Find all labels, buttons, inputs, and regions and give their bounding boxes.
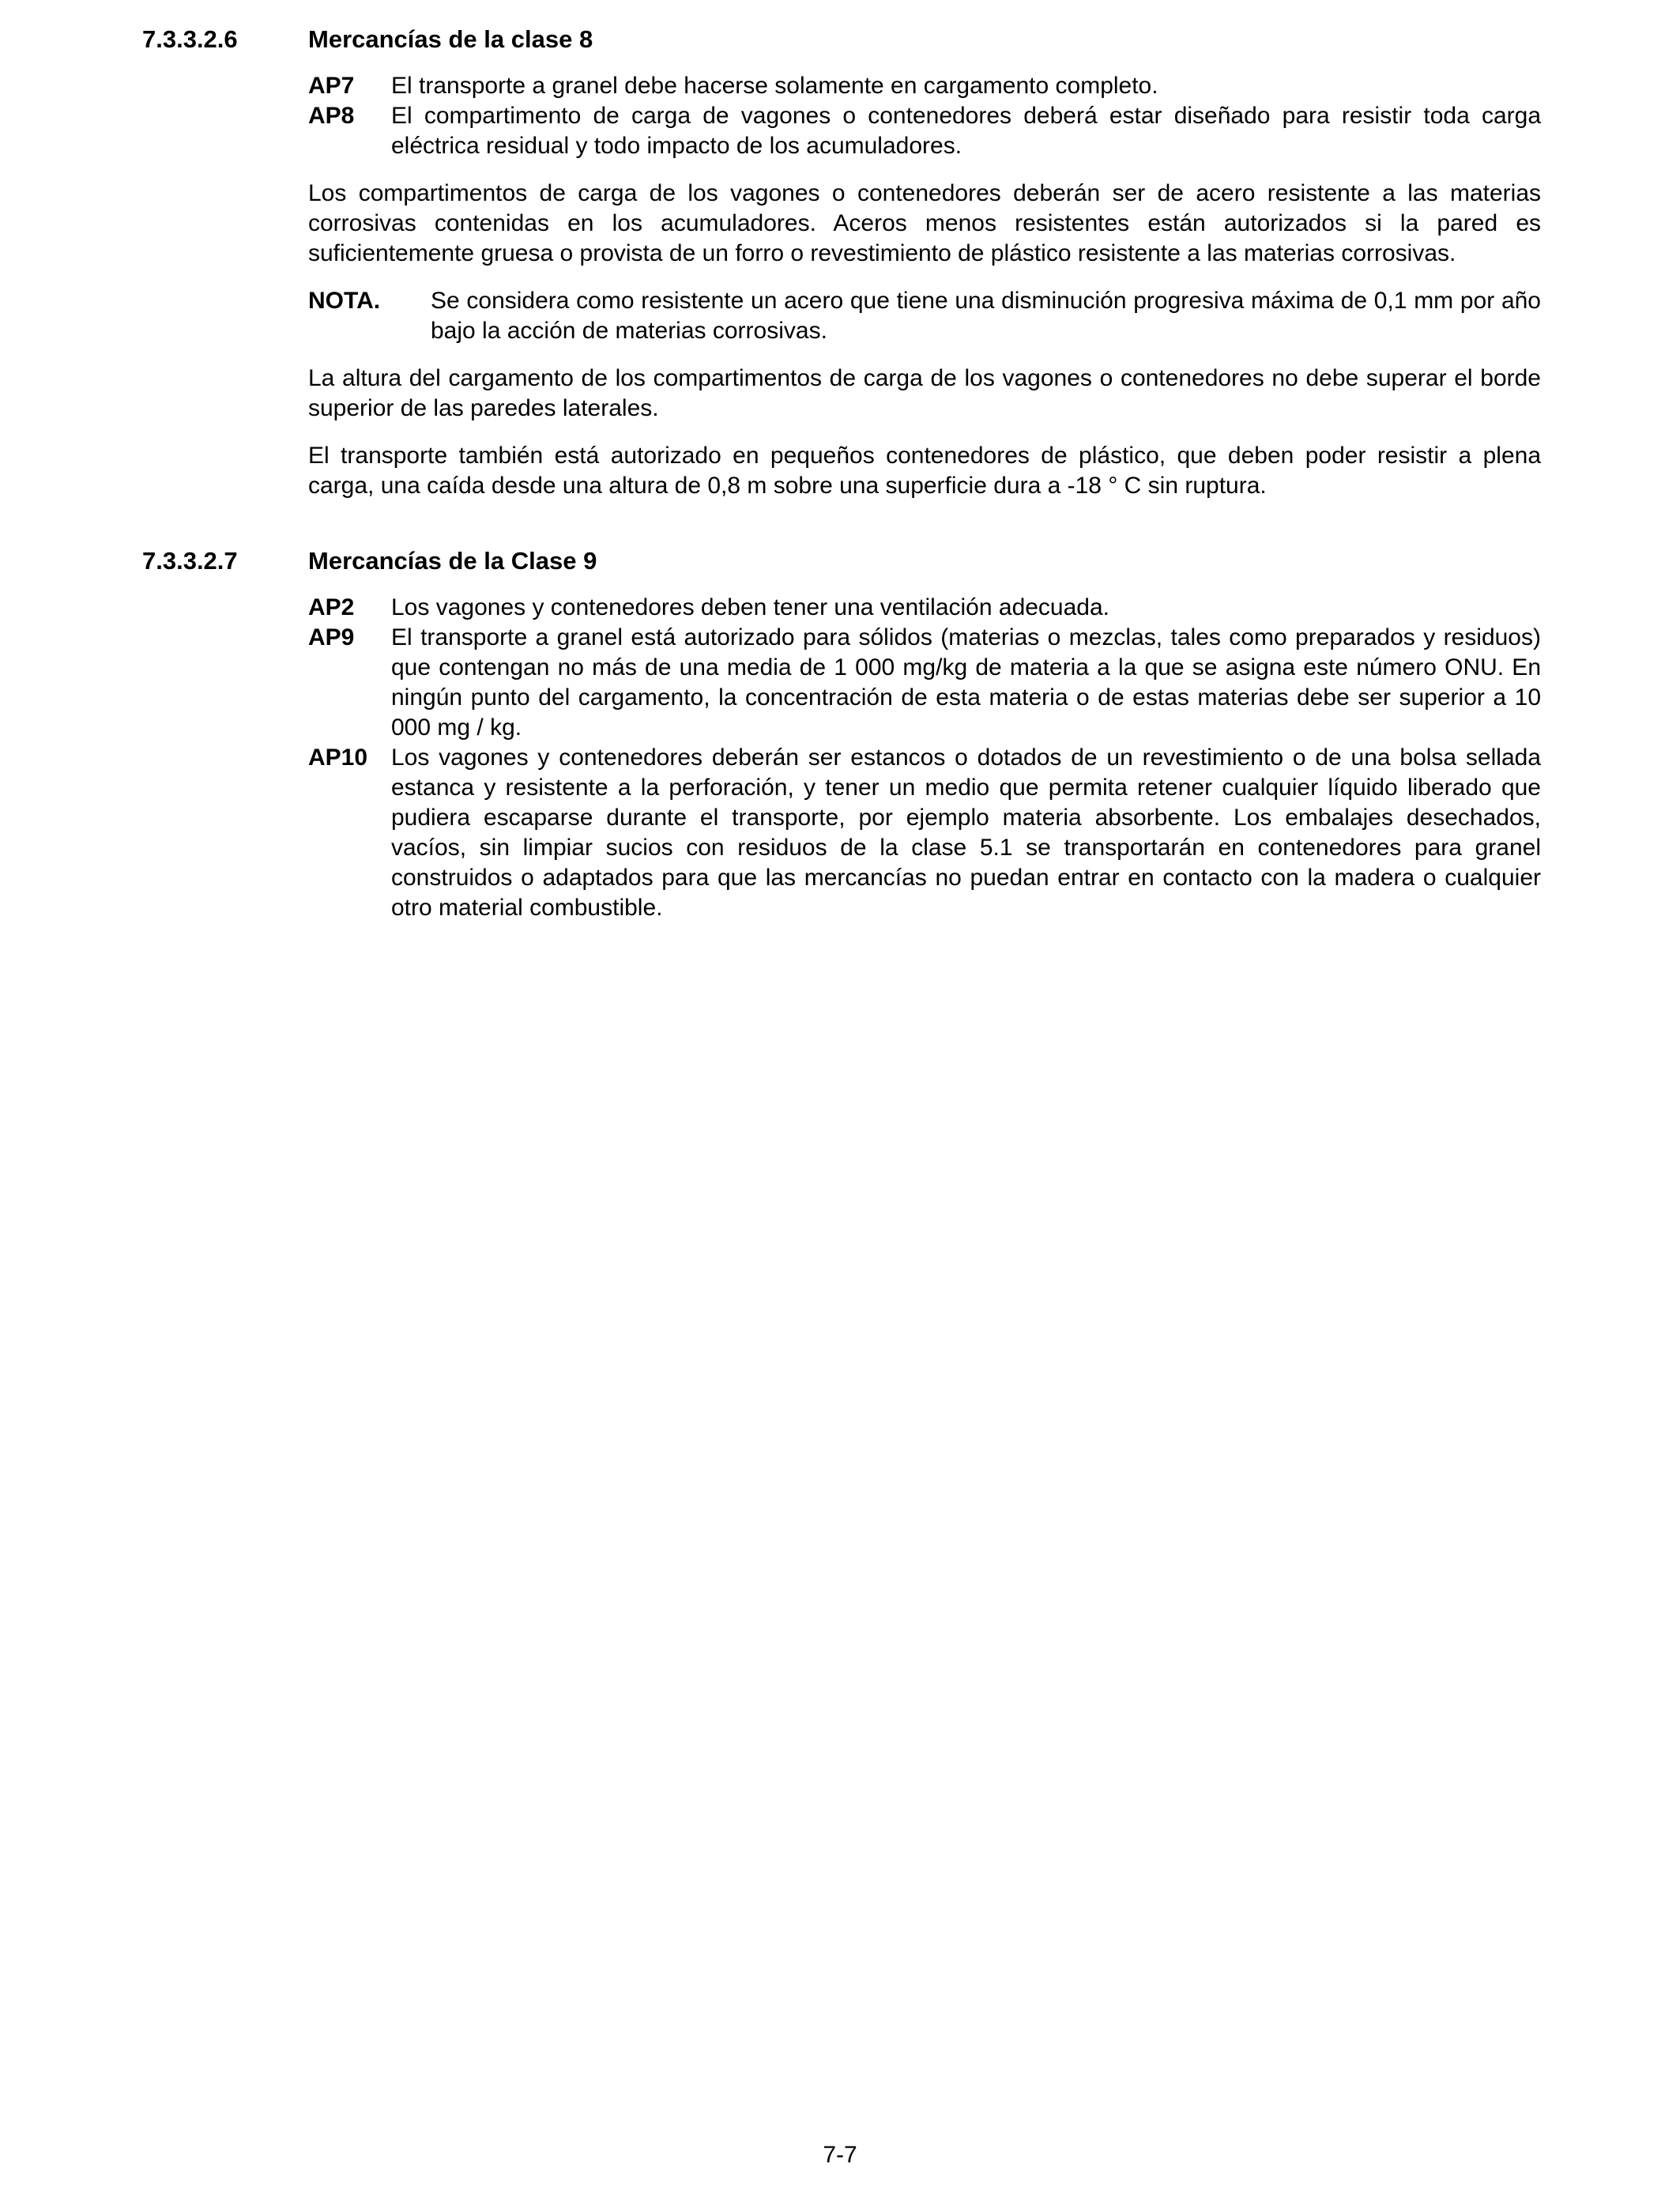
ap-item-ap9: [308, 623, 1541, 743]
ap-item-ap10: [308, 743, 1541, 923]
ap-item-ap8: [308, 101, 1541, 161]
paragraph-cargo-compartments: Los compartimentos de carga de los vagones o contenedores deberán ser de acero resistente a las materias corrosivas contenidas en los acumuladores. Aceros menos resistentes están autorizados si la pared es suficientemente gruesa o provista de un forro o revestimiento de plástico resistente a las materias corrosivas.: [308, 180, 1541, 266]
ap-text: El transporte a granel está autorizado para sólidos (materias o mezclas, tales como preparados y residuos) que contengan no más de una media de 1 000 mg/kg de materia a la que se asigna este número ONU. En ningún punto del cargamento, la concentración de esta materia o de estas materias debe ser superior a 10 000 mg / kg.: [391, 624, 1541, 741]
note: [308, 286, 1541, 346]
page-number: 7-7: [823, 2142, 857, 2168]
section-7-3-3-2-6: [142, 24, 1541, 501]
section-heading: [142, 24, 1541, 55]
ap-item-ap2: [308, 593, 1541, 623]
paragraph-load-height: La altura del cargamento de los compartimentos de carga de los vagones o contenedores no debe superar el borde superior de las paredes laterales.: [308, 365, 1541, 421]
ap-code: AP8: [308, 103, 355, 129]
section-title: Mercancías de la clase 8: [308, 25, 593, 53]
ap-code: AP9: [308, 624, 355, 650]
section-heading: [142, 545, 1541, 577]
ap-code: AP2: [308, 594, 355, 620]
ap-list: [308, 71, 1541, 161]
paragraph-plastic-containers: El transporte también está autorizado en pequeños contenedores de plástico, que deben poder resistir a plena carga, una caída desde una altura de 0,8 m sobre una superficie dura a -18 ° C sin ruptura.: [308, 443, 1541, 499]
ap-list: [308, 593, 1541, 923]
section-number: 7.3.3.2.6: [142, 25, 238, 53]
ap-code: AP10: [308, 745, 368, 771]
note-label: NOTA.: [308, 288, 381, 314]
section-title: Mercancías de la Clase 9: [308, 547, 597, 575]
section-body: [308, 71, 1541, 501]
ap-code: AP7: [308, 73, 355, 99]
ap-text: El compartimento de carga de vagones o contenedores deberá estar diseñado para resistir toda carga eléctrica residual y todo impacto de los acumuladores.: [391, 103, 1541, 159]
section-7-3-3-2-7: [142, 545, 1541, 923]
section-body: [308, 593, 1541, 923]
ap-text: Los vagones y contenedores deberán ser estancos o dotados de un revestimiento o de una bolsa sellada estanca y resistente a la perforación, y tener un medio que permita retener cualquier líquido liberado que pudiera escaparse durante el transporte, por ejemplo materia absorbente. Los embalajes desechados, vacíos, sin limpiar sucios con residuos de la clase 5.1 se transportarán en contenedores para granel construidos o adaptados para que las mercancías no puedan entrar en contacto con la madera o cualquier otro material combustible.: [391, 745, 1541, 921]
section-number: 7.3.3.2.7: [142, 547, 238, 575]
note-text: Se considera como resistente un acero que tiene una disminución progresiva máxima de 0,1 mm por año bajo la acción de materias corrosivas.: [431, 288, 1541, 344]
ap-text: El transporte a granel debe hacerse solamente en cargamento completo.: [391, 73, 1158, 99]
ap-text: Los vagones y contenedores deben tener una ventilación adecuada.: [391, 594, 1110, 620]
ap-item-ap7: [308, 71, 1541, 101]
